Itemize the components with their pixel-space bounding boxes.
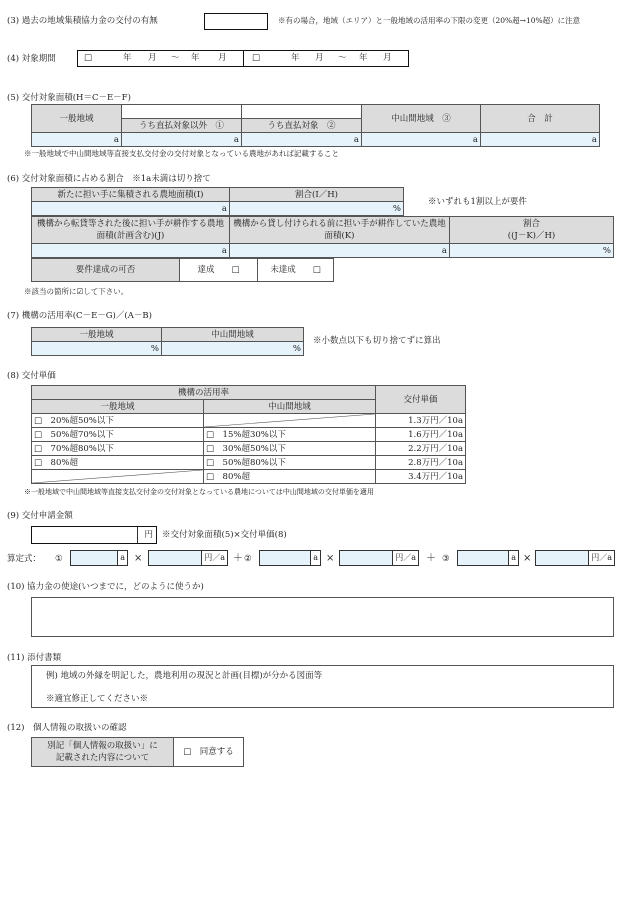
subsidy-history-field[interactable] (204, 13, 268, 30)
util-general-input[interactable]: % (32, 342, 162, 356)
before-lease-input[interactable]: a (230, 244, 450, 258)
rate-mountain-option[interactable]: □ 30%超50%以下 (204, 442, 376, 456)
period-2-month: 月 (315, 53, 324, 63)
rate-mountain-option[interactable]: □ 15%超30%以下 (204, 428, 376, 442)
rate-general-option[interactable]: □ 80%超 (32, 456, 204, 470)
general-area-input[interactable]: a (32, 133, 122, 147)
util-general-header: 一般地域 (32, 328, 162, 342)
price-cell: 1.6万円／10a (376, 428, 466, 442)
circle-3: ③ (442, 554, 450, 564)
target-area-table (31, 104, 600, 147)
usage-textarea[interactable] (31, 597, 614, 637)
section-7-label: (7) 機構の活用率(C－E－G)／(A－B) (7, 311, 152, 321)
formula-note: ※交付対象面積(5)×交付単価(8) (162, 530, 287, 540)
util-mountain-header: 中山間地域 (162, 328, 304, 342)
ratio-i-h-input[interactable]: % (230, 202, 404, 216)
after-lease-header: 機構から転貸等された後に担い手が耕作する農地面積(計画含む)(J) (32, 217, 230, 244)
privacy-table (31, 737, 244, 767)
section-7-note: ※小数点以下も切り捨てずに算出 (313, 336, 441, 346)
table-row (32, 442, 466, 456)
before-lease-header: 機構から貸し付けられる前に担い手が耕作していた農地面積(K) (230, 217, 450, 244)
price-header: 交付単価 (376, 386, 466, 414)
ratio-table-2 (31, 216, 614, 258)
section-9-label: (9) 交付申請金額 (7, 511, 73, 521)
period-1-year-end: 年 (191, 53, 200, 63)
attachments-note: ※適宜修正してください※ (46, 694, 149, 704)
section-5-label: (5) 交付対象面積(H＝C－E－F) (7, 93, 131, 103)
period-2-year-end: 年 (359, 53, 368, 63)
util-mountain-input[interactable]: % (162, 342, 304, 356)
achieved-option[interactable]: 達成 □ (180, 259, 258, 282)
table-row (32, 428, 466, 442)
col-except-direct: うち直払対象以外 ① (122, 119, 242, 133)
section-3-note: ※有の場合，地域（エリア）と一般地域の活用率の下限の変更（20%超→10%超）に注意 (278, 16, 581, 25)
col-total: 合 計 (481, 105, 600, 133)
times-3: × (523, 553, 532, 564)
section-8-note: ※一般地域で中山間地域等直接支払交付金の交付対象となっている農地については中山間地域の交付単価を適用 (24, 488, 374, 496)
new-accumulation-input[interactable]: a (32, 202, 230, 216)
plus-2: ＋ (426, 553, 436, 564)
rate-mountain-option[interactable]: □ 80%超 (204, 470, 376, 484)
agree-option[interactable]: □ 同意する (174, 738, 244, 767)
section-11-label: (11) 添付書類 (7, 653, 62, 663)
col-mountain: 中山間地域 ③ (362, 105, 481, 133)
section-6-note: ※該当の箇所に☑して下さい。 (24, 287, 129, 296)
rate-general-header: 一般地域 (32, 400, 204, 414)
table-row (32, 456, 466, 470)
section-6-label: (6) 交付対象面積に占める割合 ※1a未満は切り捨て (7, 174, 211, 184)
side-note: ※いずれも1割以上が要件 (428, 197, 527, 207)
privacy-label: 別記「個人情報の取扱い」に 記載された内容について (32, 738, 174, 767)
rate-mountain-header: 中山間地域 (204, 400, 376, 414)
section-4-label: (4) 対象期間 (7, 54, 56, 64)
calc-label: 算定式： (7, 554, 42, 564)
achieve-label: 要件達成の可否 (32, 259, 180, 282)
utilization-table (31, 327, 304, 356)
price-cell: 1.3万円／10a (376, 414, 466, 428)
calc-area-2-input[interactable]: a (259, 550, 321, 566)
empty-diagonal-cell (32, 470, 204, 484)
new-accumulation-header: 新たに担い手に集積される農地面積(I) (32, 188, 230, 202)
section-10-label: (10) 協力金の使途(いつまでに，どのように使うか) (7, 582, 204, 592)
calc-rate-3-input[interactable]: 円／a (535, 550, 615, 566)
table-row (32, 414, 466, 428)
calc-rate-1-input[interactable]: 円／a (148, 550, 228, 566)
calc-rate-2-input[interactable]: 円／a (339, 550, 419, 566)
ratio-jk-input[interactable]: % (450, 244, 614, 258)
section-5-note: ※一般地域で中山間地域等直接支払交付金の交付対象となっている農地があれば記載すること (24, 149, 339, 158)
rate-header: 機構の活用率 (32, 386, 376, 400)
plus-1: ＋ (233, 553, 243, 564)
period-2-tilde: ～ (338, 53, 347, 63)
achievement-table (31, 258, 334, 282)
ratio-table-1 (31, 187, 404, 216)
period-2-month-end: 月 (383, 53, 392, 63)
circle-1: ① (55, 554, 63, 564)
period-1-month-end: 月 (218, 53, 227, 63)
table-row (32, 470, 466, 484)
direct-target-input[interactable]: a (242, 133, 362, 147)
price-cell: 2.2万円／10a (376, 442, 466, 456)
rate-general-option[interactable]: □ 70%超80%以下 (32, 442, 204, 456)
total-area-input[interactable]: a (481, 133, 600, 147)
period-1-tilde: ～ (171, 53, 180, 63)
after-lease-input[interactable]: a (32, 244, 230, 258)
price-cell: 3.4万円／10a (376, 470, 466, 484)
period-1-checkbox[interactable]: □ (84, 53, 93, 63)
yen-unit: 円 (144, 530, 153, 540)
attachments-example: 例) 地域の外縁を明記した，農地利用の現況と計画(目標)が分かる図面等 (46, 671, 323, 681)
mountain-area-input[interactable]: a (362, 133, 481, 147)
price-cell: 2.8万円／10a (376, 456, 466, 470)
rate-general-option[interactable]: □ 50%超70%以下 (32, 428, 204, 442)
col-direct-target: うち直払対象 ② (242, 119, 362, 133)
period-1-year: 年 (123, 53, 132, 63)
empty-diagonal-cell (204, 414, 376, 428)
application-amount-field[interactable] (31, 526, 157, 544)
period-1-month: 月 (148, 53, 157, 63)
calc-area-3-input[interactable]: a (457, 550, 519, 566)
section-12-label: (12) 個人情報の取扱いの確認 (7, 723, 127, 733)
except-direct-input[interactable]: a (122, 133, 242, 147)
ratio-i-h-header: 割合(I／H) (230, 188, 404, 202)
attachments-box[interactable] (31, 665, 614, 708)
rate-general-option[interactable]: □ 20%超50%以下 (32, 414, 204, 428)
times-2: × (326, 553, 335, 564)
not-achieved-option[interactable]: 未達成 □ (258, 259, 334, 282)
rate-mountain-option[interactable]: □ 50%超80%以下 (204, 456, 376, 470)
calc-area-1-input[interactable]: a (70, 550, 128, 566)
ratio-jk-header: 割合 ((J－K)／H) (450, 217, 614, 244)
section-3-label: (3) 過去の地域集積協力金の交付の有無 (7, 16, 158, 26)
times-1: × (134, 553, 143, 564)
period-2-year: 年 (291, 53, 300, 63)
period-2-checkbox[interactable]: □ (252, 53, 261, 63)
section-8-label: (8) 交付単価 (7, 371, 56, 381)
unit-price-table (31, 385, 466, 484)
col-general: 一般地域 (32, 105, 122, 133)
target-period-box (77, 50, 409, 67)
circle-2: ② (244, 554, 252, 564)
